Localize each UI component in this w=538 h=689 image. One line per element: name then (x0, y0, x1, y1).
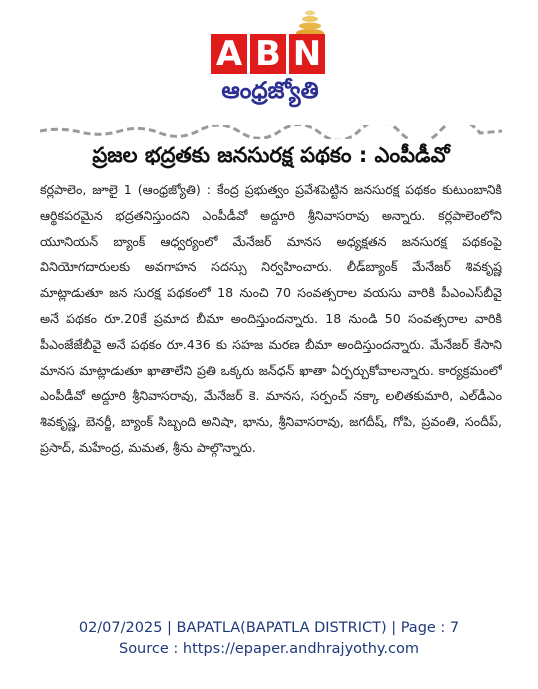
logo-letters (211, 34, 325, 74)
logo-letter-a: A (211, 34, 247, 74)
footer-edition-info: 02/07/2025 | BAPATLA(BAPATLA DISTRICT) | Page : 7 (78, 620, 460, 636)
article-body (40, 177, 502, 461)
footer-source-link[interactable]: Source : https://epaper.andhrajyothy.com (118, 641, 420, 657)
abn-andhrajyothy-logo (205, 8, 335, 112)
logo-letter-b: B (250, 34, 286, 74)
previous-article-cut-edge (40, 125, 502, 139)
news-clipping (40, 125, 502, 587)
article-dateline: కర్లపాలెం, జూలై 1 (ఆంధ్రజ్యోతి) : (40, 182, 211, 197)
masthead-title: ఆంధ్రజ్యోతి (221, 78, 319, 104)
article-headline: ప్రజల భద్రతకు జనసురక్ష పథకం : ఎంపీడీవో (92, 143, 450, 167)
article-text: కేంద్ర ప్రభుత్వం ప్రవేశపెట్టిన జనసురక్ష పథకం కుటుంబానికి ఆర్థికపరమైన భద్రతనిస్తుందని ఎంపీడీవో అద్దూరి శ్రీనివాసరావు అన్నారు. కర్లపాలెంలోని యూనియన్ బ్యాంక్ ఆధ్వర్యంలో మేనేజర్ మానస అధ్యక్షతన జనసురక్ష పథకంపై వినియోగదారులకు అవగాహన సదస్సు నిర్వహించారు. లీడ్‌బ్యాంక్ మేనేజర్ శివకృష్ణ మాట్లాడుతూ జన సురక్ష పథకంలో 18 నుంచి 70 సంవత్సరాల వయసు వారికి పీఎంఎస్‌బీవై అనే పథకం రూ.20కే ప్రమాద బీమా అందిస్తుందన్నారు. 18 నుండి 50 సంవత్సరాల వారికి పీఎంజేజేబీవై అనే పథకం రూ.436 కు సహజ మరణ బీమా అందిస్తుందన్నారు. మేనేజర్ కేసాని మానస మాట్లాడుతూ ఖాతాలేని ప్రతి ఒక్కరు జన్‌ధన్ ఖాతా ఏర్పర్చుకోవాలన్నారు. కార్యక్రమంలో ఎంపీడీవో అద్దూరి శ్రీనివాసరావు, మేనేజర్ కె. మానస, సర్పంచ్ నక్కా లలితకుమారి, ఎల్‌డీఎం శివకృష్ణ, బెనర్జీ, బ్యాంక్ సిబ్బంది అనిషా, భాను, శ్రీనివాసరావు, జగదీష్, గోపి, ప్రవంతి, సందీప్, ప్రసాద్, మహేంద్ర, మమత, శ్రీను పాల్గొన్నారు. (40, 182, 502, 455)
logo-letter-n: N (289, 34, 325, 74)
